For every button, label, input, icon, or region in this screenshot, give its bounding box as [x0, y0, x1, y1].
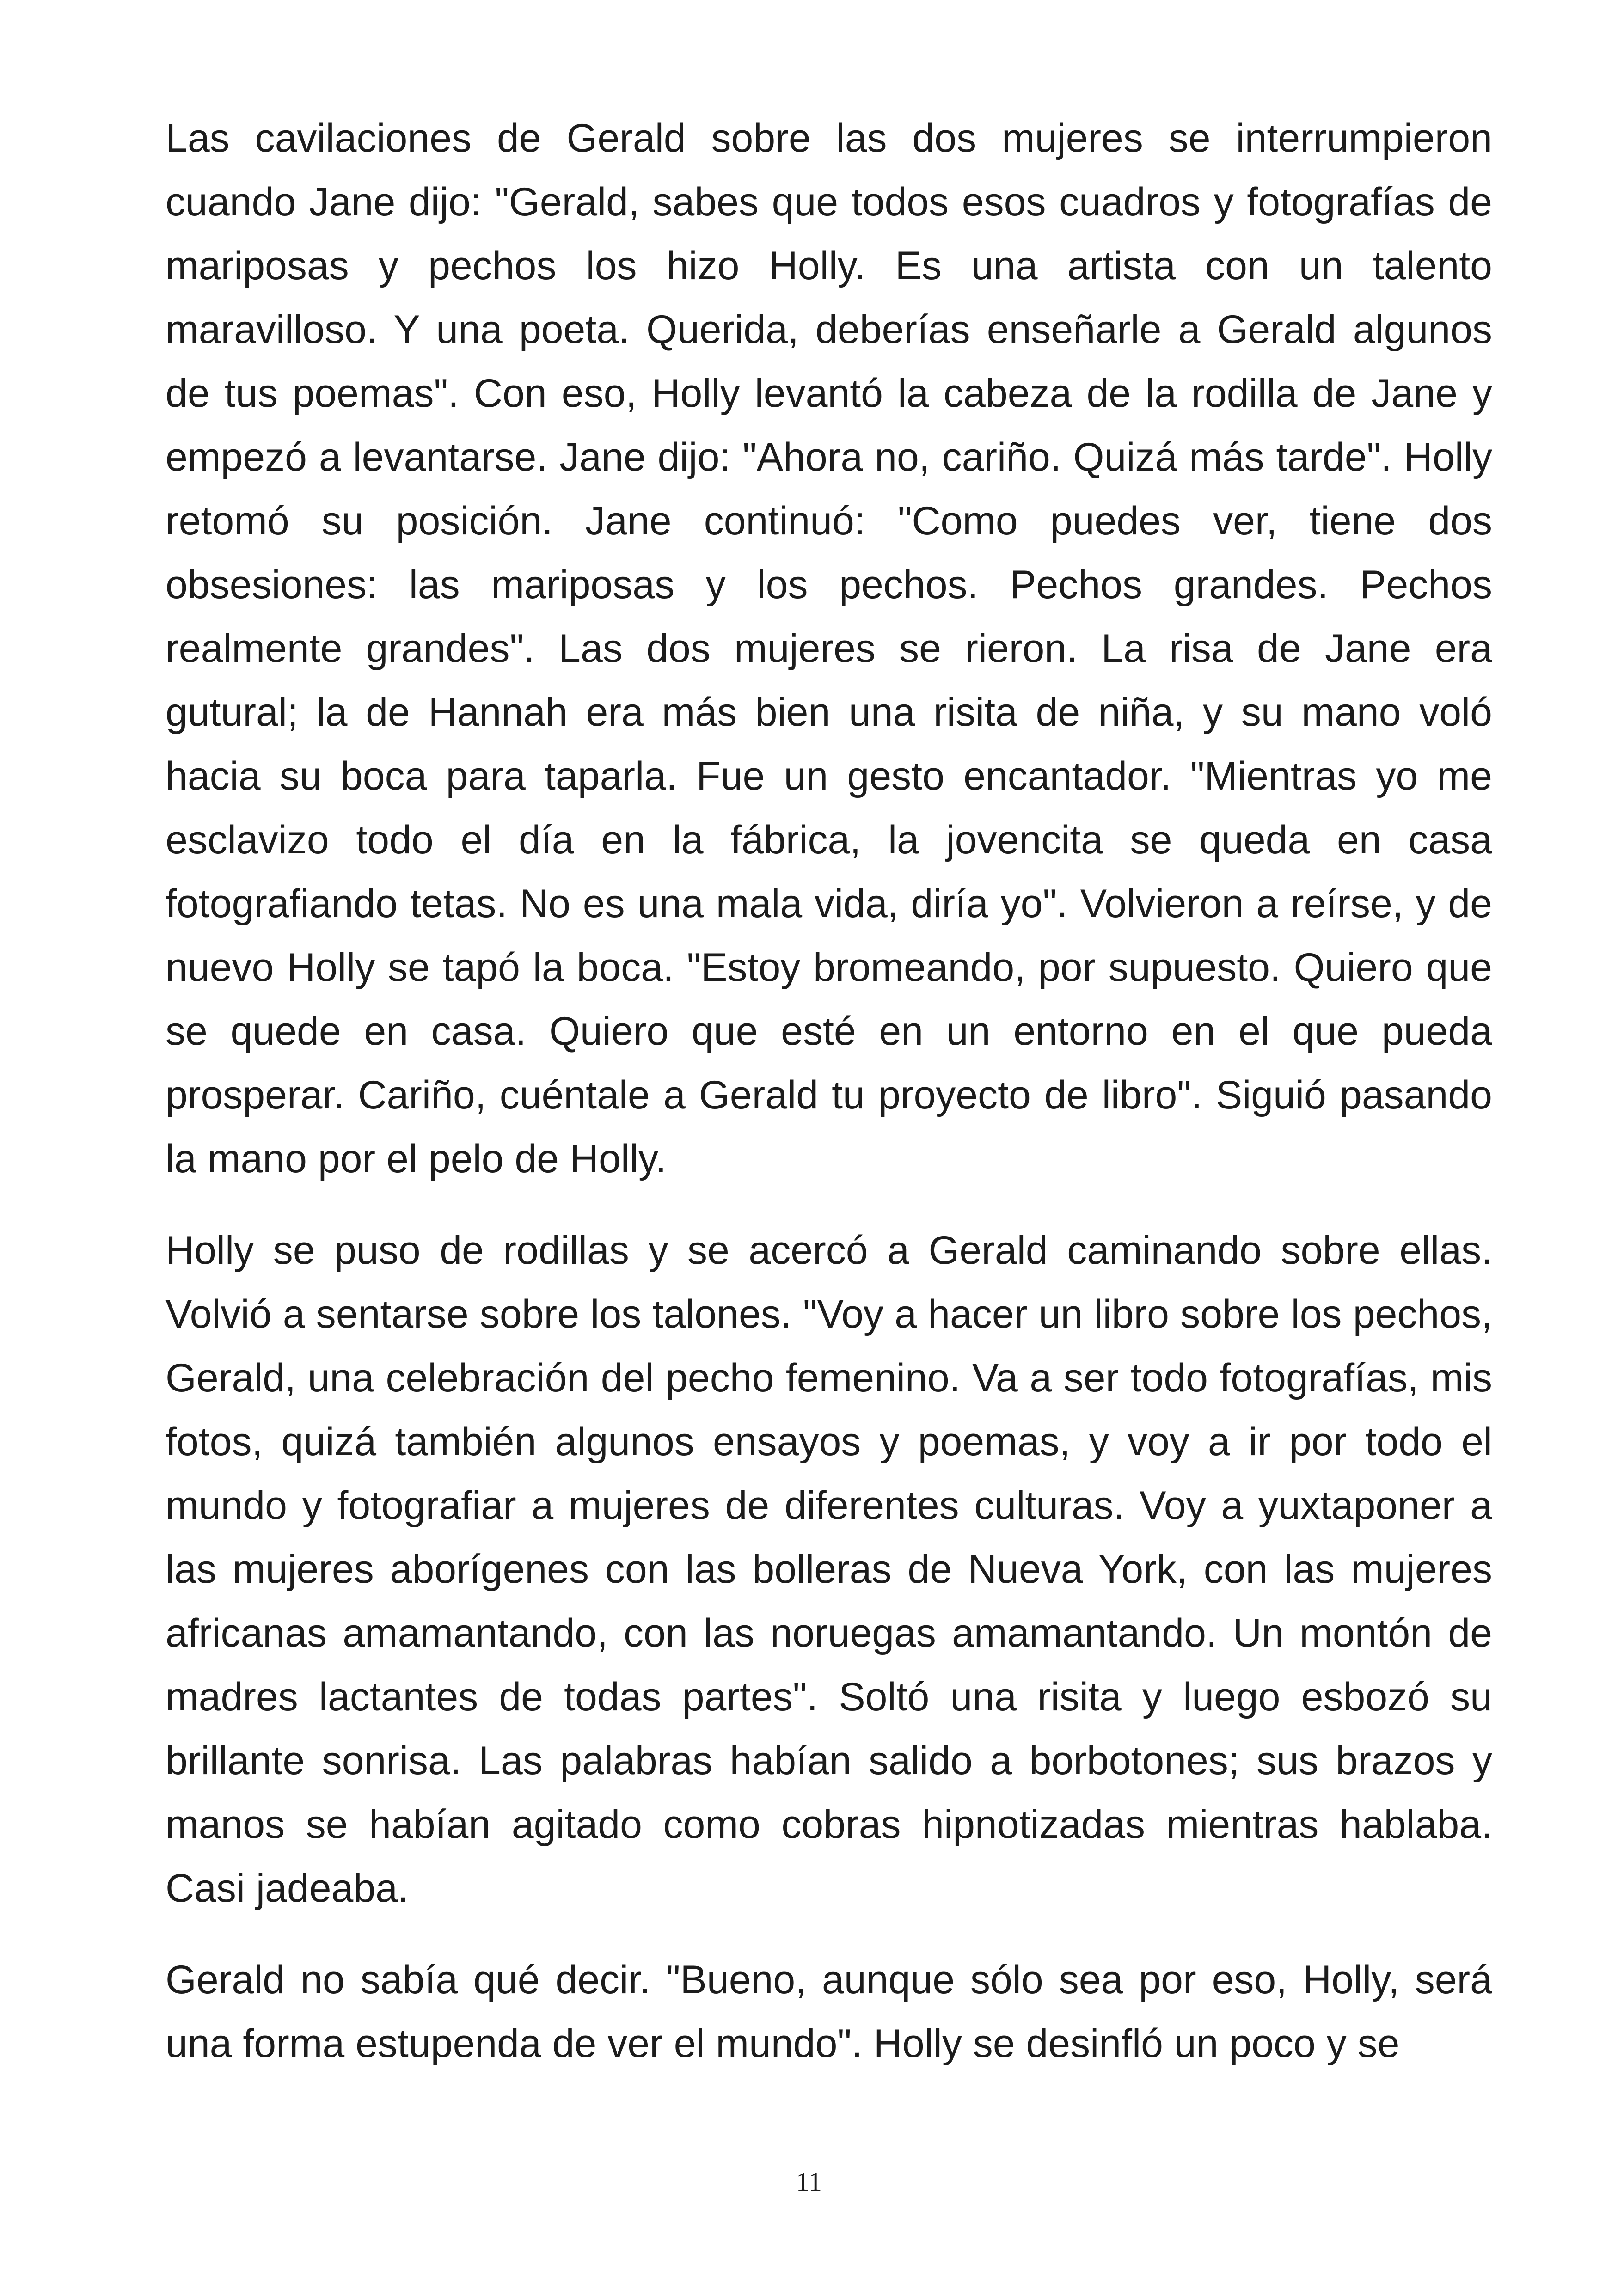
body-text [165, 106, 1492, 2076]
page-number: 11 [796, 2167, 822, 2197]
paragraph-1: Las cavilaciones de Gerald sobre las dos mujeres se interrumpieron cuando Jane dijo: "Gerald, sabes que todos esos cuadros y fotografías de mariposas y pechos los hizo Holly. Es una artista con un talento maravilloso. Y una poeta. Querida, deberías enseñarle a Gerald algunos de tus poemas". Con eso, Holly levantó la cabeza de la rodilla de Jane y empezó a levantarse. Jane dijo: "Ahora no, cariño. Quizá más tarde". Holly retomó su posición. Jane continuó: "Como puedes ver, tiene dos obsesiones: las mariposas y los pechos. Pechos grandes. Pechos realmente grandes". Las dos mujeres se rieron. La risa de Jane era gutural; la de Hannah era más bien una risita de niña, y su mano voló hacia su boca para taparla. Fue un gesto encantador. "Mientras yo me esclavizo todo el día en la fábrica, la jovencita se queda en casa fotografiando tetas. No es una mala vida, diría yo". Volvieron a reírse, y de nuevo Holly se tapó la boca. "Estoy bromeando, por supuesto. Quiero que se quede en casa. Quiero que esté en un entorno en el que pueda prosperar. Cariño, cuéntale a Gerald tu proyecto de libro". Siguió pasando la mano por el pelo de Holly. [165, 116, 1492, 1181]
paragraph-2: Holly se puso de rodillas y se acercó a Gerald caminando sobre ellas. Volvió a sentarse sobre los talones. "Voy a hacer un libro sobre los pechos, Gerald, una celebración del pecho femenino. Va a ser todo fotografías, mis fotos, quizá también algunos ensayos y poemas, y voy a ir por todo el mundo y fotografiar a mujeres de diferentes culturas. Voy a yuxtaponer a las mujeres aborígenes con las bolleras de Nueva York, con las mujeres africanas amamantando, con las noruegas amamantando. Un montón de madres lactantes de todas partes". Soltó una risita y luego esbozó su brillante sonrisa. Las palabras habían salido a borbotones; sus brazos y manos se habían agitado como cobras hipnotizadas mientras hablaba. Casi jadeaba. [165, 1228, 1492, 1910]
paragraph-3: Gerald no sabía qué decir. "Bueno, aunque sólo sea por eso, Holly, será una forma estupenda de ver el mundo". Holly se desinfló un poco y se [165, 1958, 1492, 2066]
